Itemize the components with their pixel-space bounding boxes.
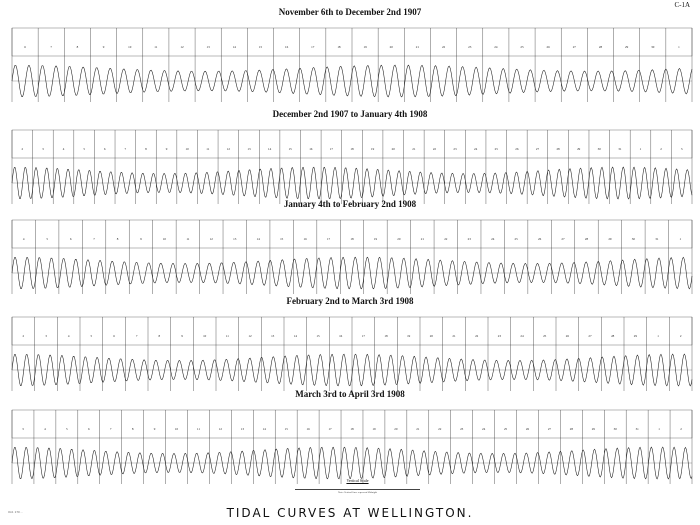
panel-2-day-label: 8 bbox=[145, 147, 147, 151]
panel-2-day-label: 2 bbox=[21, 147, 24, 151]
panel-4-day-label: 5 bbox=[90, 334, 93, 338]
panel-1-day-label: 28 bbox=[598, 45, 603, 49]
panel-1-day-label: 23 bbox=[468, 45, 472, 49]
panel-4-day-label: 2 bbox=[22, 334, 25, 338]
panel-5-day-label: 15 bbox=[284, 427, 288, 431]
panel-5-day-label: 18 bbox=[350, 427, 354, 431]
panel-5-day-label: 1 bbox=[658, 427, 660, 431]
panel-3-day-label: 18 bbox=[350, 237, 354, 241]
panel-3-header-box bbox=[12, 220, 692, 248]
panel-2-day-label: 4 bbox=[62, 147, 65, 151]
panel-1-day-label: 27 bbox=[572, 45, 576, 49]
panel-1-day-label: 22 bbox=[441, 45, 446, 49]
panel-2-day-label: 3 bbox=[680, 147, 683, 151]
panel-4-day-label: 7 bbox=[135, 334, 138, 338]
panel-5-day-label: 22 bbox=[438, 427, 442, 431]
panel-1-day-label: 17 bbox=[311, 45, 315, 49]
panel-5-day-label: 28 bbox=[569, 427, 573, 431]
panel-2-header-box bbox=[12, 130, 692, 158]
panel-2-day-label: 11 bbox=[206, 147, 210, 151]
panel-4-day-label: 22 bbox=[475, 334, 479, 338]
panel-1-day-label: 10 bbox=[128, 45, 132, 49]
panel-5-header-box bbox=[12, 410, 692, 438]
panel-3-day-label: 12 bbox=[209, 237, 213, 241]
panel-5-day-label: 24 bbox=[482, 427, 486, 431]
panel-2-day-label: 27 bbox=[535, 147, 540, 151]
panel-1-day-label: 24 bbox=[494, 45, 498, 49]
vertical-scale-bar bbox=[295, 484, 420, 490]
panel-5-day-label: 6 bbox=[87, 427, 90, 431]
panel-title-1: November 6th to December 2nd 1907 bbox=[278, 7, 422, 17]
panel-1-day-label: 26 bbox=[546, 45, 550, 49]
panel-4-day-label: 27 bbox=[588, 334, 592, 338]
panel-2-day-label: 31 bbox=[618, 147, 622, 151]
panel-3-day-label: 8 bbox=[116, 237, 119, 241]
panel-4-day-label: 19 bbox=[407, 334, 411, 338]
panel-5-day-label: 5 bbox=[66, 427, 68, 431]
main-title: TIDAL CURVES AT WELLINGTON. bbox=[226, 506, 474, 520]
panel-1-day-label: 30 bbox=[651, 45, 655, 49]
panel-4-day-label: 20 bbox=[429, 334, 433, 338]
panel-5-day-label: 2 bbox=[680, 427, 682, 431]
panel-5-day-label: 29 bbox=[591, 427, 595, 431]
panel-2-day-label: 25 bbox=[494, 147, 498, 151]
panel-5-day-label: 16 bbox=[306, 427, 310, 431]
panel-2-day-label: 20 bbox=[391, 147, 395, 151]
panel-1-day-label: 16 bbox=[285, 45, 289, 49]
panel-4-day-label: 26 bbox=[565, 334, 569, 338]
panel-4-day-label: 16 bbox=[339, 334, 343, 338]
panel-2-day-label: 3 bbox=[42, 147, 44, 151]
panel-3-day-label: 16 bbox=[303, 237, 307, 241]
panel-3-day-label: 24 bbox=[491, 237, 495, 241]
panel-3-day-label: 31 bbox=[655, 237, 659, 241]
panel-3-day-label: 28 bbox=[584, 237, 589, 241]
panel-5-day-label: 11 bbox=[196, 427, 200, 431]
panel-4-day-label: 8 bbox=[158, 334, 161, 338]
panel-5-day-label: 3 bbox=[22, 427, 24, 431]
panel-4-day-label: 13 bbox=[271, 334, 275, 338]
panel-1-day-label: 29 bbox=[625, 45, 629, 49]
panel-4-day-label: 28 bbox=[611, 334, 615, 338]
panel-1-day-label: 9 bbox=[102, 45, 105, 49]
panel-4-day-label: 6 bbox=[113, 334, 115, 338]
panel-2-day-label: 16 bbox=[309, 147, 313, 151]
panel-4-day-label: 24 bbox=[520, 334, 524, 338]
footer-code: Ord. 170 ... bbox=[8, 510, 24, 514]
panel-5-day-label: 8 bbox=[131, 427, 134, 431]
panel-3-day-label: 20 bbox=[397, 237, 401, 241]
panel-5-day-label: 14 bbox=[262, 427, 266, 431]
panel-4-day-label: 15 bbox=[316, 334, 320, 338]
panel-title-2: December 2nd 1907 to January 4th 1908 bbox=[272, 109, 428, 119]
panel-3-day-label: 26 bbox=[537, 237, 542, 241]
panel-4-day-label: 14 bbox=[293, 334, 297, 338]
panel-4-day-label: 29 bbox=[633, 334, 637, 338]
panel-3-day-label: 6 bbox=[69, 237, 72, 241]
panel-3-day-label: 9 bbox=[140, 237, 142, 241]
panel-3-day-label: 15 bbox=[280, 237, 284, 241]
panel-4-day-label: 17 bbox=[361, 334, 365, 338]
panel-1-day-label: 21 bbox=[415, 45, 419, 49]
panel-5-day-label: 27 bbox=[547, 427, 552, 431]
panel-1-day-label: 6 bbox=[24, 45, 26, 49]
vertical-scale-note: Note: Vertical lines represent Midnight bbox=[338, 491, 377, 494]
panel-5-day-label: 25 bbox=[503, 427, 508, 431]
panel-5-day-label: 7 bbox=[109, 427, 112, 431]
panel-3-day-label: 30 bbox=[631, 237, 635, 241]
panel-3-day-label: 19 bbox=[373, 237, 378, 241]
panel-4-day-label: 2 bbox=[679, 334, 682, 338]
panel-2-day-label: 30 bbox=[597, 147, 601, 151]
panel-title-5: March 3rd to April 3rd 1908 bbox=[295, 389, 405, 399]
panel-4-day-label: 25 bbox=[543, 334, 547, 338]
panel-5-day-label: 31 bbox=[635, 427, 639, 431]
panel-3-day-label: 13 bbox=[233, 237, 237, 241]
panel-3-day-label: 29 bbox=[608, 237, 612, 241]
panel-4-day-label: 3 bbox=[45, 334, 47, 338]
panel-1-day-label: 1 bbox=[678, 45, 680, 49]
panel-2-day-label: 14 bbox=[267, 147, 272, 151]
panel-3-day-label: 11 bbox=[186, 237, 190, 241]
panel-5-day-label: 12 bbox=[218, 427, 222, 431]
panel-5-day-label: 13 bbox=[240, 427, 244, 431]
panel-5-day-label: 19 bbox=[372, 427, 376, 431]
panel-2-day-label: 21 bbox=[412, 147, 416, 151]
panel-4-day-label: 9 bbox=[181, 334, 183, 338]
panel-2-day-label: 2 bbox=[660, 147, 662, 151]
panel-1-day-label: 25 bbox=[520, 45, 524, 49]
panel-1-day-label: 15 bbox=[258, 45, 263, 49]
panel-1-day-label: 11 bbox=[154, 45, 158, 49]
panel-5-day-label: 17 bbox=[328, 427, 332, 431]
panel-2-day-label: 5 bbox=[83, 147, 85, 151]
panel-3-day-label: 27 bbox=[561, 237, 565, 241]
panel-2-day-label: 6 bbox=[103, 147, 106, 151]
panel-3-day-label: 21 bbox=[420, 237, 424, 241]
panel-1-day-label: 8 bbox=[76, 45, 79, 49]
panel-1-day-label: 14 bbox=[232, 45, 236, 49]
panel-title-3: January 4th to February 2nd 1908 bbox=[283, 199, 417, 209]
panel-2-day-label: 13 bbox=[247, 147, 251, 151]
panel-5-day-label: 10 bbox=[174, 427, 179, 431]
panel-2-day-label: 29 bbox=[577, 147, 581, 151]
panel-2-day-label: 9 bbox=[165, 147, 168, 151]
panel-4-day-label: 21 bbox=[452, 334, 456, 338]
panel-2-day-label: 10 bbox=[185, 147, 189, 151]
panel-2-day-label: 23 bbox=[453, 147, 457, 151]
panel-2-day-label: 22 bbox=[432, 147, 437, 151]
panel-1-day-label: 12 bbox=[180, 45, 184, 49]
panel-3-day-label: 17 bbox=[326, 237, 331, 241]
panel-4-day-label: 12 bbox=[248, 334, 252, 338]
panel-2-day-label: 19 bbox=[371, 147, 375, 151]
plate-number: C-1A bbox=[674, 1, 690, 9]
panel-1-day-label: 13 bbox=[206, 45, 210, 49]
panel-3-day-label: 25 bbox=[514, 237, 518, 241]
panel-1-day-label: 20 bbox=[389, 45, 393, 49]
panel-2-day-label: 18 bbox=[350, 147, 354, 151]
panel-4-day-label: 1 bbox=[657, 334, 659, 338]
panel-2-day-label: 7 bbox=[124, 147, 127, 151]
panel-1-day-label: 18 bbox=[337, 45, 341, 49]
panel-5-day-label: 9 bbox=[153, 427, 156, 431]
panel-2-day-label: 24 bbox=[474, 147, 478, 151]
vertical-scale bbox=[295, 478, 420, 494]
panel-2-day-label: 28 bbox=[556, 147, 560, 151]
panel-5-day-label: 23 bbox=[460, 427, 464, 431]
panel-3-day-label: 7 bbox=[93, 237, 95, 241]
panel-2-day-label: 17 bbox=[329, 147, 333, 151]
panel-3-day-label: 5 bbox=[46, 237, 48, 241]
panel-4-day-label: 11 bbox=[225, 334, 229, 338]
panel-5-day-label: 4 bbox=[44, 427, 46, 431]
panel-2-day-label: 1 bbox=[639, 147, 642, 151]
panel-3-day-label: 10 bbox=[162, 237, 167, 241]
panel-3-day-label: 4 bbox=[22, 237, 25, 241]
panel-2-day-label: 15 bbox=[288, 147, 292, 151]
panel-5-day-label: 20 bbox=[394, 427, 398, 431]
panel-2-day-label: 26 bbox=[515, 147, 519, 151]
panel-4-day-label: 4 bbox=[67, 334, 70, 338]
panel-5-day-label: 30 bbox=[613, 427, 617, 431]
panel-4-day-label: 10 bbox=[203, 334, 207, 338]
panel-title-4: February 2nd to March 3rd 1908 bbox=[286, 296, 414, 306]
panel-3-day-label: 22 bbox=[444, 237, 448, 241]
panel-1-day-label: 7 bbox=[50, 45, 53, 49]
vertical-scale-title: Vertical Scale bbox=[346, 478, 369, 483]
panel-3-day-label: 23 bbox=[467, 237, 471, 241]
panel-2-day-label: 12 bbox=[226, 147, 230, 151]
panel-1-day-label: 19 bbox=[363, 45, 367, 49]
panel-4-day-label: 18 bbox=[384, 334, 388, 338]
panel-3-day-label: 1 bbox=[679, 237, 682, 241]
panel-5-day-label: 21 bbox=[416, 427, 420, 431]
panel-5-day-label: 26 bbox=[525, 427, 530, 431]
panel-4-day-label: 23 bbox=[497, 334, 501, 338]
panel-3-day-label: 14 bbox=[256, 237, 260, 241]
